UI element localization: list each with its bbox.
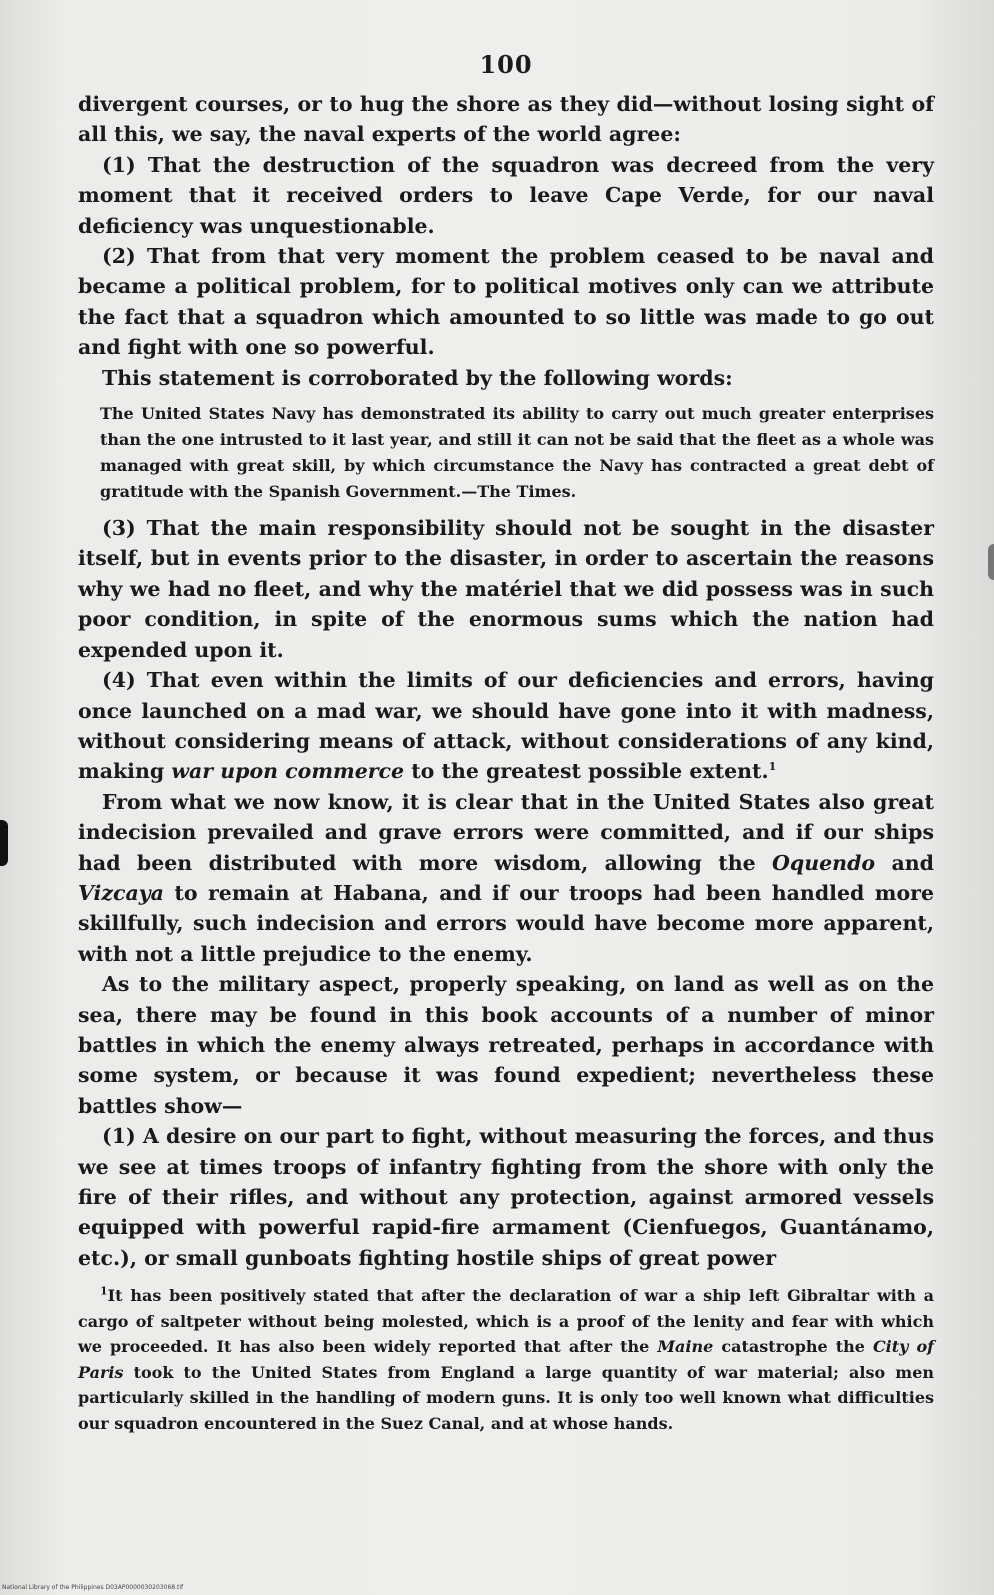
paragraph-continuation: divergent courses, or to hug the shore as they did—without losing sight of all this, we say, the naval experts of the world agree:: [78, 92, 934, 147]
scan-credit: National Library of the Philippines D03AP0000030203068.tif: [2, 1584, 184, 1591]
text-run: to remain at Habana, and if our troops had been handled more skillfully, such indecision and errors would have become more apparent, with not a little prejudice to the enemy.: [78, 880, 934, 966]
footnote-marker: 1: [100, 1284, 108, 1298]
footnote-ref[interactable]: 1: [768, 760, 777, 774]
page-number: 100: [479, 50, 533, 79]
text-run: From what we now know, it is clear that in the United States also great indecision prevailed and grave errors were committed, and if our ships had been distributed with more wisdom, allowing the: [78, 789, 934, 875]
italic-run: Vizcaya: [78, 880, 164, 905]
paragraph-point-4: [78, 665, 934, 787]
paragraph-military-aspect: As to the military aspect, properly speaking, on land as well as on the sea, there may be found in this book accounts of a number of minor battles in which the enemy always retreated, perhaps in accordance with some system, or because it was found expedient; nevertheless these battles show—: [78, 972, 934, 1118]
italic-run: war upon commerce: [171, 759, 405, 784]
paragraph-point-1: (1) That the destruction of the squadron was decreed from the very moment that it received orders to leave Cape Verde, for our naval deficiency was unquestionable.: [78, 152, 934, 238]
scan-edge-mark-right: [988, 544, 994, 580]
scan-edge-mark: [0, 820, 8, 866]
paragraph-point-3: (3) That the main responsibility should not be sought in the disaster itself, but in events prior to the disaster, in order to ascertain the reasons why we had no fleet, and why the matériel that we did possess was in such poor condition, in spite of the enormous sums which the nation had expended upon it.: [78, 516, 934, 662]
italic-run: City of Paris: [78, 1337, 935, 1382]
text-run: It has been positively stated that after the declaration of war a ship left Gibraltar with a cargo of saltpeter without being molested, which is a proof of the lenity and fear with which we proceeded. It has also been widely reported that after the: [78, 1286, 934, 1357]
paragraph-battles-point-1: (1) A desire on our part to fight, without measuring the forces, and thus we see at times troops of infantry fighting from the shore with only the fire of their rifles, and without any protection, against armored vessels equipped with powerful rapid-fire armament (Cienfuegos, Guantánamo, etc.), or small gunboats fighting hostile ships of great power: [78, 1124, 934, 1270]
paragraph-united-states: [78, 787, 934, 969]
text-run: took to the United States from England a large quantity of war material; also men particularly skilled in the handling of modern guns. It is only too well known what difficulties our squadron encountered in the Suez Canal, and at whose hands.: [78, 1362, 934, 1433]
footnote: [78, 1283, 934, 1436]
block-quote: The United States Navy has demonstrated its ability to carry out much greater enterprises than the one intrusted to it last year, and still it can not be said that the fleet as a whole was managed with great skill, by which circumstance the Navy has contracted a great debt of gratitude with the Spanish Government.—The Times.: [100, 404, 934, 502]
text-run: and: [875, 850, 934, 875]
text-run: catastrophe the: [713, 1337, 873, 1357]
italic-run: Maine: [657, 1337, 714, 1357]
paragraph-point-2: (2) That from that very moment the problem ceased to be naval and became a political problem, for to political motives only can we attribute the fact that a squadron which amounted to so little was made to go out and fight with one so powerful.: [78, 244, 934, 360]
italic-run: Oquendo: [772, 850, 876, 875]
paragraph-statement: This statement is corroborated by the following words:: [102, 365, 733, 390]
page-content: [78, 50, 934, 1436]
text-run: to the greatest possible extent.: [404, 759, 769, 784]
text-run: (4) That even within the limits of our deficiencies and errors, having once launched on a mad war, we should have gone into it with madness, without considering means of attack, without considerations of any kind, making: [78, 668, 934, 784]
